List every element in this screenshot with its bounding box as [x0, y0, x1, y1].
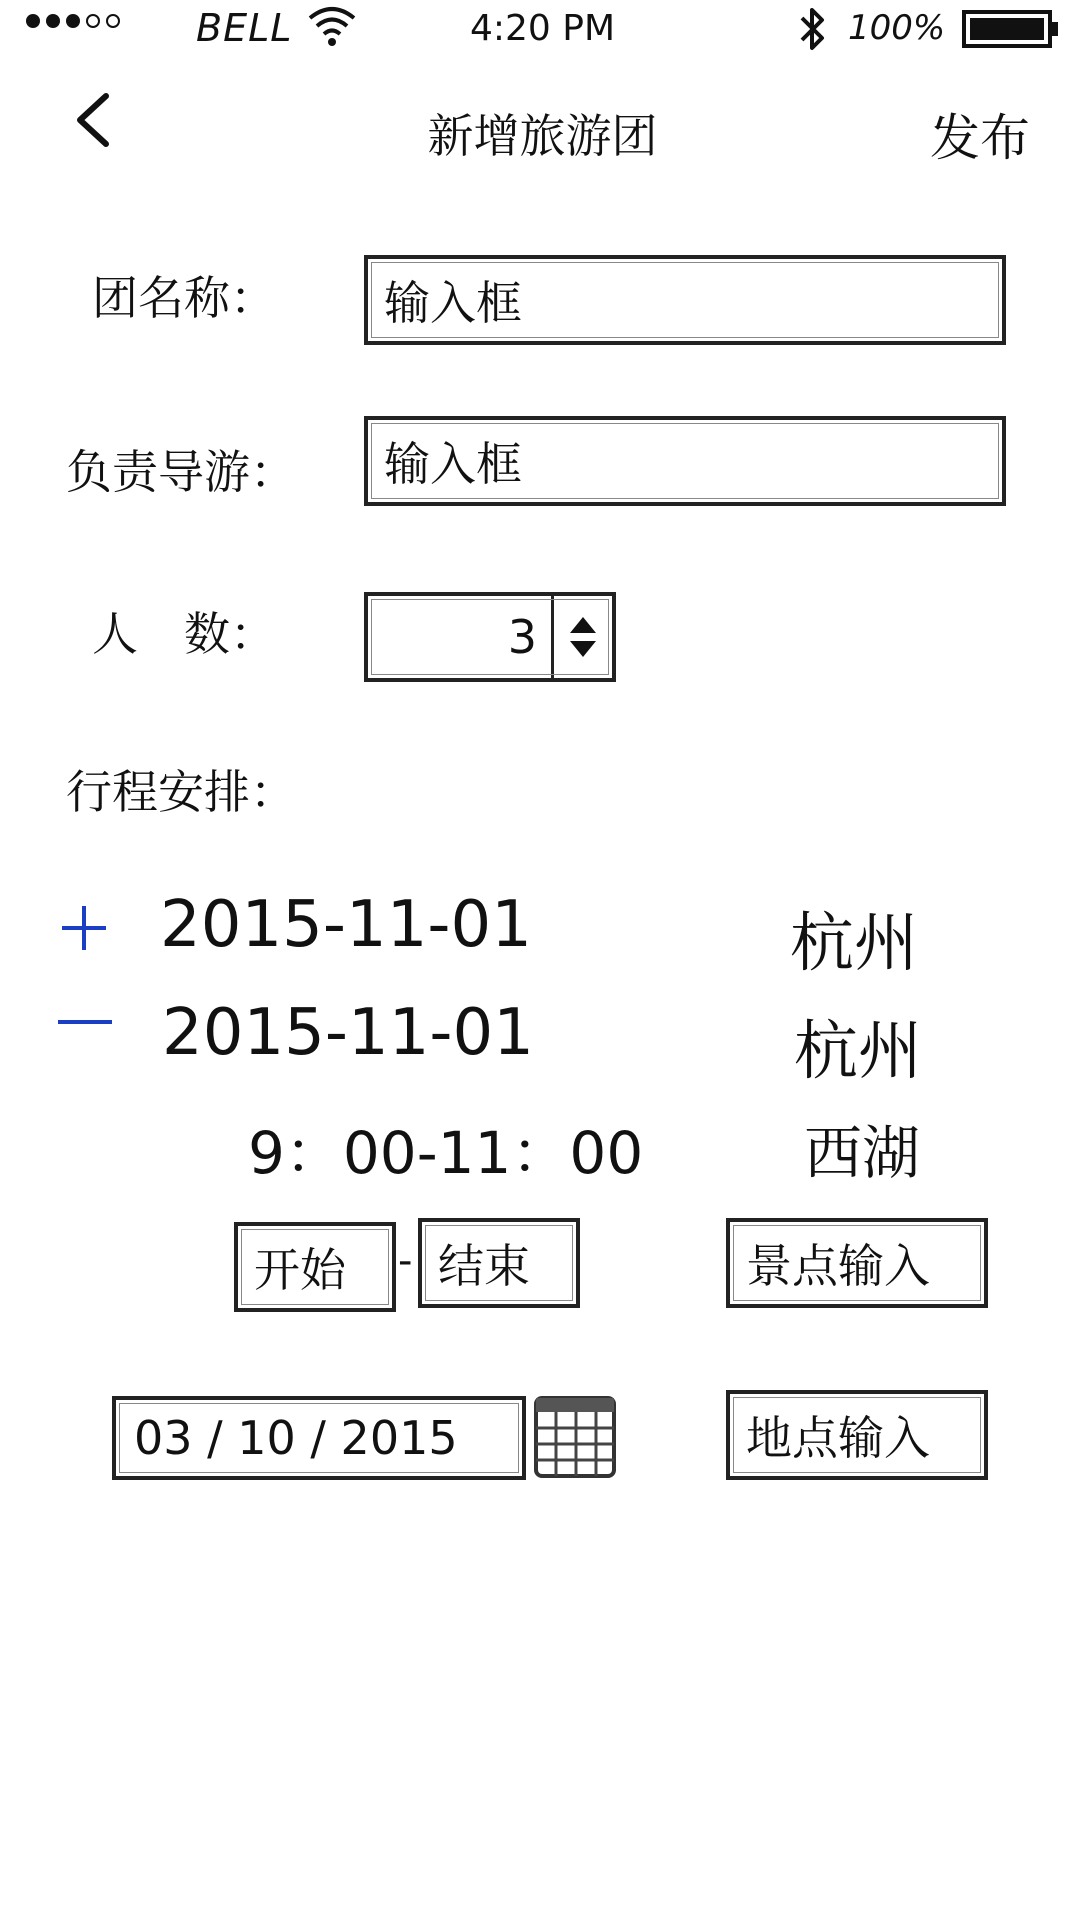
- day2-city: 杭州: [794, 1015, 922, 1089]
- guide-input[interactable]: 输入框: [364, 416, 1006, 506]
- headcount-stepper[interactable]: [364, 592, 616, 682]
- battery-icon: [962, 10, 1060, 48]
- status-time: 4:20 PM: [469, 8, 616, 49]
- group-name-input[interactable]: 输入框: [364, 255, 1006, 345]
- date-input[interactable]: 03 / 10 / 2015: [112, 1396, 526, 1480]
- calendar-icon[interactable]: [532, 1394, 618, 1480]
- day1-city: 杭州: [790, 907, 918, 981]
- collapse-minus-icon[interactable]: [56, 1010, 114, 1034]
- itinerary-label: 行程安排：: [66, 765, 296, 819]
- guide-label: 负责导游：: [66, 445, 296, 499]
- publish-button[interactable]: 发布: [930, 109, 1030, 167]
- headcount-label: 人 数：: [92, 607, 276, 661]
- day2-date[interactable]: 2015-11-01: [162, 996, 534, 1070]
- spot-input[interactable]: 景点输入: [726, 1218, 988, 1308]
- time-range-dash: -: [398, 1238, 413, 1284]
- place-input[interactable]: 地点输入: [726, 1390, 988, 1480]
- carrier-name: BELL: [196, 6, 293, 50]
- expand-plus-icon[interactable]: [58, 902, 110, 954]
- slot-time: 9：00-11：00: [248, 1119, 644, 1187]
- group-name-label: 团名称：: [92, 271, 276, 325]
- page-title: 新增旅游团: [427, 109, 658, 163]
- end-time-button[interactable]: 结束: [418, 1218, 580, 1308]
- slot-spot: 西湖: [804, 1119, 921, 1187]
- start-time-button[interactable]: 开始: [234, 1222, 396, 1312]
- bluetooth-icon: [792, 6, 832, 52]
- stepper-arrows[interactable]: [551, 596, 612, 678]
- day1-date[interactable]: 2015-11-01: [160, 888, 532, 962]
- status-bar: [0, 0, 1085, 56]
- battery-percent: 100%: [848, 8, 946, 48]
- headcount-value: 3: [507, 610, 537, 664]
- up-down-arrows-icon[interactable]: [568, 615, 598, 659]
